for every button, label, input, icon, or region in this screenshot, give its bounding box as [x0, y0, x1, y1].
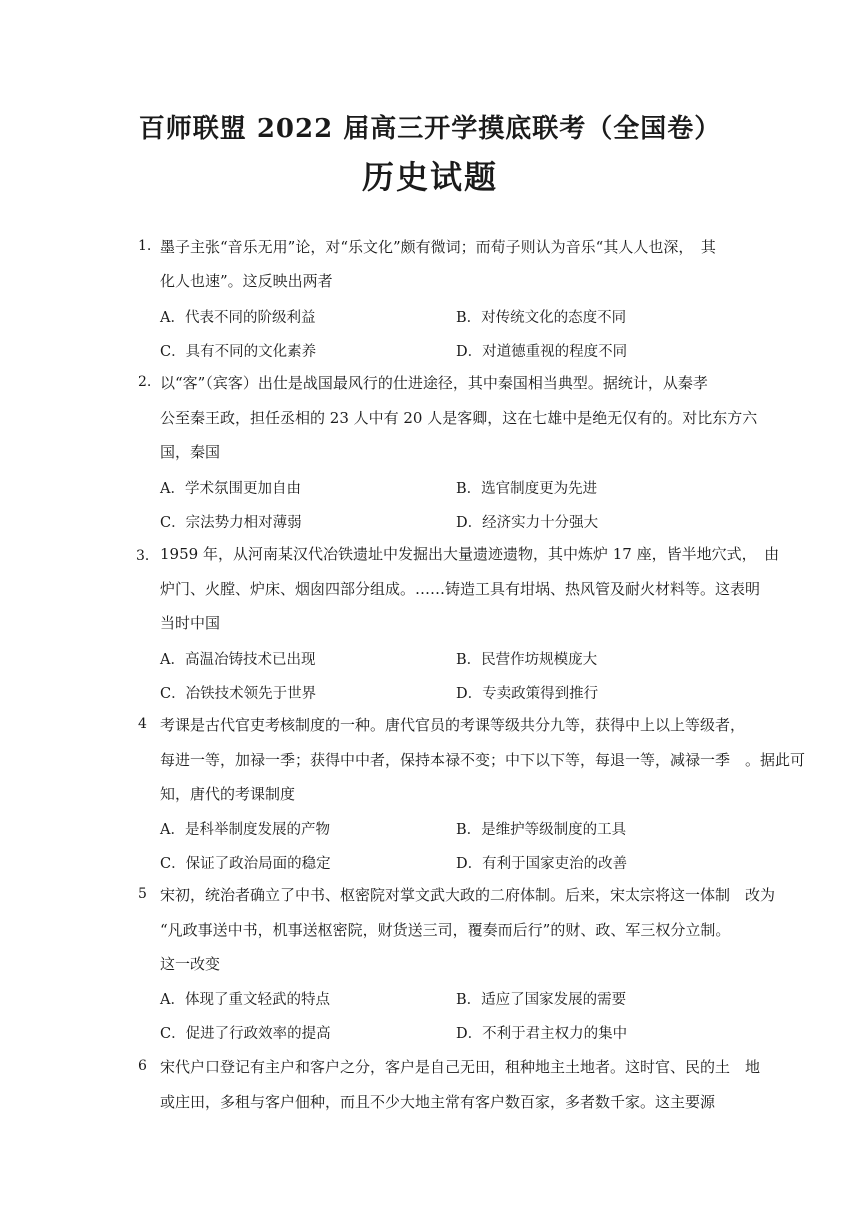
- question-text-line: 考课是古代官吏考核制度的一种。唐代官员的考课等级共分九等，获得中上以上等级者，: [160, 716, 746, 734]
- question-text-line: 墨子主张“音乐无用”论，对“乐文化”颇有微词；而荀子则认为音乐“其人人也深， 其: [160, 238, 716, 256]
- option-d: D．有利于国家吏治的改善: [456, 856, 628, 872]
- question-text-line: 宋初，统治者确立了中书、枢密院对掌文武大政的二府体制。后来，宋太宗将这一体制 改为: [160, 886, 776, 904]
- question-text-line: 化人也速”。这反映出两者: [160, 272, 333, 290]
- option-a: A．高温冶铸技术已出现: [160, 652, 316, 668]
- option-c: C．冶铁技术领先于世界: [160, 686, 317, 702]
- question-number: 4: [138, 716, 147, 732]
- option-d: D．专卖政策得到推行: [456, 686, 599, 702]
- question-number: 6: [138, 1058, 147, 1074]
- exam-subtitle: 历史试题: [361, 158, 498, 196]
- option-b: B．对传统文化的态度不同: [456, 310, 627, 326]
- option-b: B．是维护等级制度的工具: [456, 822, 627, 838]
- option-a: A．代表不同的阶级利益: [160, 310, 316, 326]
- question-text-line: 每进一等，加禄一季；获得中中者，保持本禄不变；中下以下等，每退一等，减禄一季 。据此可: [160, 751, 806, 769]
- option-c: C．具有不同的文化素养: [160, 344, 317, 360]
- question-text-line: “凡政事送中书，机事送枢密院，财货送三司，覆奏而后行”的财、政、军三权分立制。: [160, 921, 731, 939]
- question-number: 1.: [138, 238, 152, 254]
- question-text-line: 宋代户口登记有主户和客户之分，客户是自己无田，租种地主土地者。这时官、民的土 地: [160, 1058, 761, 1076]
- question-text-line: 以“客”（宾客）出仕是战国最风行的仕进途径，其中秦国相当典型。据统计，从秦孝: [160, 374, 708, 392]
- question-number: 5: [138, 886, 147, 902]
- option-d: D．经济实力十分强大: [456, 515, 599, 531]
- question-number: 2.: [138, 374, 152, 390]
- option-d: D．对道德重视的程度不同: [456, 344, 628, 360]
- question-number: 3．: [136, 548, 159, 564]
- question-text-line: 或庄田，多租与客户佃种，而且不少大地主常有客户数百家，多者数千家。这主要源: [160, 1093, 716, 1111]
- option-a: A．学术氛围更加自由: [160, 481, 301, 497]
- option-b: B．选官制度更为先进: [456, 481, 598, 497]
- question-text-line: 当时中国: [160, 614, 221, 632]
- question-text-line: 炉门、火膛、炉床、烟囱四部分组成。……铸造工具有坩埚、热风管及耐火材料等。这表明: [160, 580, 761, 598]
- option-d: D．不利于君主权力的集中: [456, 1026, 628, 1042]
- exam-title: 百师联盟 2022 届高三开学摸底联考（全国卷）: [138, 114, 722, 144]
- option-c: C．促进了行政效率的提高: [160, 1026, 331, 1042]
- question-text-line: 知，唐代的考课制度: [160, 785, 296, 803]
- question-text-line: 1959 年，从河南某汉代冶铁遗址中发掘出大量遗迹遗物，其中炼炉 17 座，皆半地穴式， 由: [160, 545, 780, 563]
- option-c: C．宗法势力相对薄弱: [160, 515, 302, 531]
- option-a: A．体现了重文轻武的特点: [160, 992, 330, 1008]
- option-a: A．是科举制度发展的产物: [160, 822, 330, 838]
- option-b: B．适应了国家发展的需要: [456, 992, 627, 1008]
- option-c: C．保证了政治局面的稳定: [160, 856, 331, 872]
- question-text-line: 国，秦国: [160, 443, 221, 461]
- question-text-line: 公至秦王政，担任丞相的 23 人中有 20 人是客卿，这在七雄中是绝无仅有的。对比东方六: [160, 409, 758, 427]
- option-b: B．民营作坊规模庞大: [456, 652, 598, 668]
- question-text-line: 这一改变: [160, 955, 221, 973]
